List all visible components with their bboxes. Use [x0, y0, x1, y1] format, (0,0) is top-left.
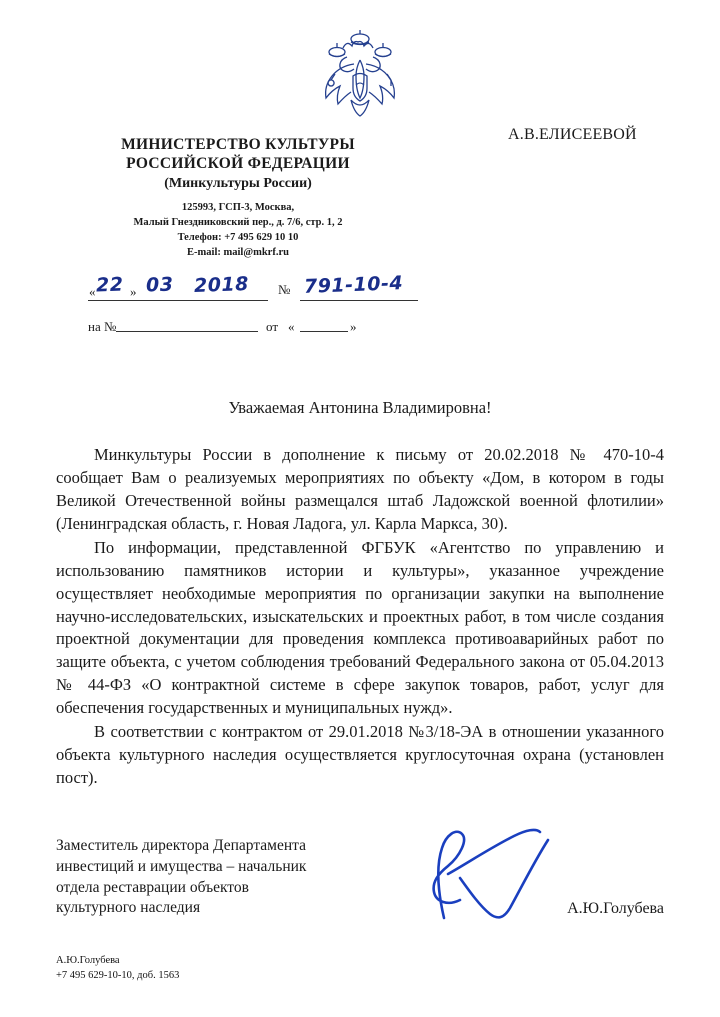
- registration-line: [88, 272, 404, 308]
- reply-date-label: от: [266, 319, 279, 335]
- address-line-1: 125993, ГСП-3, Москва,: [181, 201, 295, 213]
- registration-number-field: [300, 272, 418, 301]
- greeting: Уважаемая Антонина Владимировна!: [228, 398, 492, 418]
- ministry-name-line1: МИНИСТЕРСТВО КУЛЬТУРЫ: [121, 136, 355, 153]
- ministry-identity: [88, 136, 388, 260]
- executor-name: А.Ю.Голубева: [56, 954, 120, 966]
- signer-title-line4: культурного наследия: [56, 899, 201, 917]
- document-footer: [56, 953, 179, 983]
- signer-title-line2: инвестиций и имущества – начальник: [56, 857, 307, 875]
- signature-block: [56, 836, 664, 920]
- russian-coat-of-arms-icon: [312, 30, 408, 130]
- registration-number-value: 791-10-4: [303, 272, 404, 299]
- signer-title: [56, 836, 386, 920]
- handwritten-signature-icon: [408, 822, 568, 935]
- registration-month: 03: [145, 273, 174, 297]
- paragraph-1: Минкультуры России в дополнение к письму от 20.02.2018 № 470-10-4 сообщает Вам о реализуемых мероприятиях по объекту «Дом, в котором в годы Великой Отечественной войны размещался штаб Ладожской военной флотилии» (Ленинградская область, г. Новая Ладога, ул. Карла Маркса, 30).: [56, 445, 664, 533]
- addressee: А.В.ЕЛИСЕЕВОЙ: [508, 126, 637, 143]
- signer-title-line1: Заместитель директора Департамента: [56, 836, 306, 854]
- ministry-name-line2: РОССИЙСКОЙ ФЕДЕРАЦИИ: [126, 154, 350, 172]
- letter-body: [56, 397, 664, 789]
- reply-quote-open: «: [288, 319, 295, 335]
- paragraph-3: В соответствии с контрактом от 29.01.2018 №3/18-ЭА в отношении указанного объекта культурного наследия осуществляется круглосуточная охрана (установлен пост).: [56, 722, 664, 787]
- reply-date-blank: [300, 331, 348, 332]
- address-line-2: Малый Гнездниковский пер., д. 7/6, стр. 1, 2: [133, 216, 343, 228]
- registration-year: 2018: [193, 273, 250, 298]
- ministry-contacts: [88, 201, 388, 261]
- reply-number-blank: [116, 331, 258, 332]
- reply-quote-close: »: [350, 319, 357, 335]
- reply-reference-line: [88, 317, 388, 337]
- ministry-short-name: (Минкультуры России): [164, 175, 312, 191]
- signer-title-line3: отдела реставрации объектов: [56, 878, 249, 896]
- letterhead: [56, 0, 664, 337]
- email-line: E-mail: mail@mkrf.ru: [187, 246, 289, 258]
- paragraph-2: По информации, представленной ФГБУК «Агентство по управлению и использованию памятников истории и культуры», указанное учреждение осуществляет необходимые мероприятия по организации закупки на выполнение научно-исследовательских, изыскательских и проектных работ, в том числе создания проектной документации для проведения комплекса противоаварийных работ по защите объекта, с учетом соблюдения требований Федерального закона от 05.04.2013 № 44-ФЗ «О контрактной системе в сфере закупок товаров, работ, услуг для обеспечения государственных и муниципальных нужд».: [56, 538, 664, 717]
- signer-name: А.Ю.Голубева: [567, 899, 664, 917]
- date-quote-close: »: [130, 284, 137, 300]
- reply-to-label: на №: [88, 319, 117, 335]
- phone-line: Телефон: +7 495 629 10 10: [177, 231, 299, 243]
- registration-day: 22: [95, 273, 124, 297]
- date-quote-open: «: [89, 284, 96, 300]
- registration-date-field: [88, 273, 268, 301]
- executor-phone: +7 495 629-10-10, доб. 1563: [56, 969, 180, 981]
- registration-number-label: №: [278, 282, 291, 298]
